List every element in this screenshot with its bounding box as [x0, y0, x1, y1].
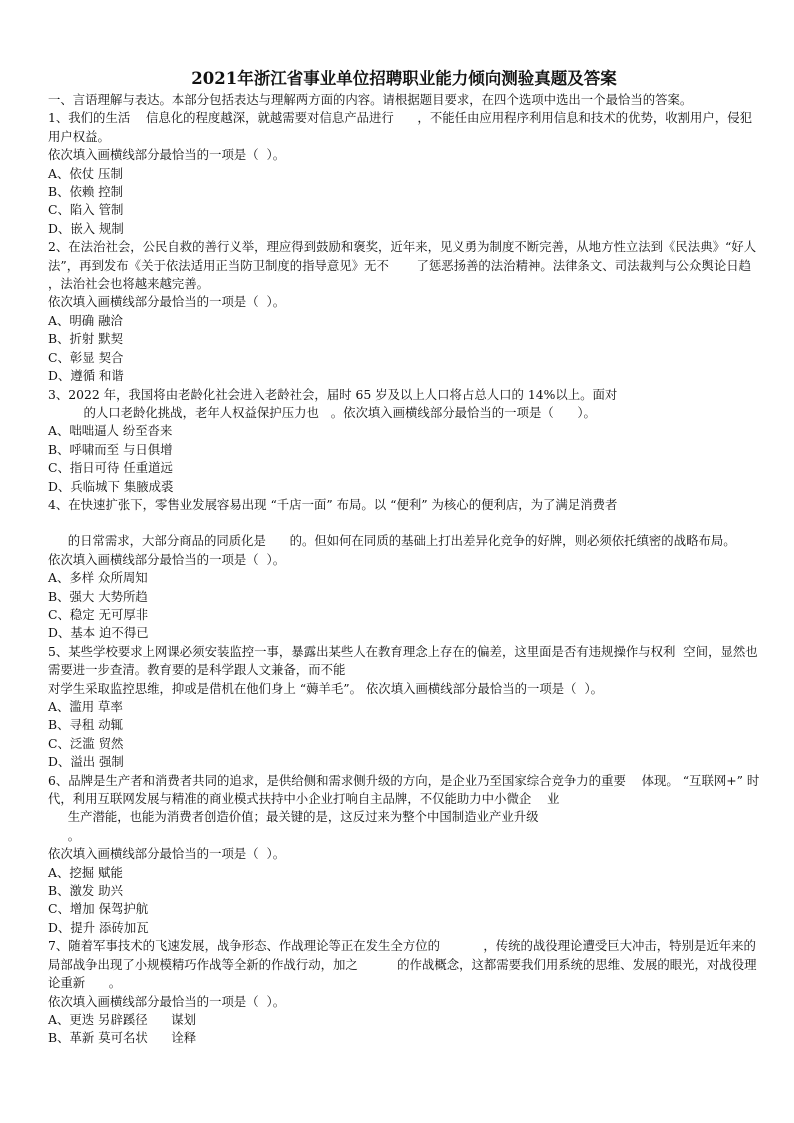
option-a: A、明确 融洽 — [48, 312, 123, 328]
question-3 — [48, 386, 760, 496]
option-c: C、指日可待 任重道远 — [48, 460, 173, 476]
option-b: B、折射 默契 — [48, 331, 123, 347]
document-title: 2021年浙江省事业单位招聘职业能力倾向测验真题及答案 — [191, 69, 617, 88]
option-d: D、提升 添砖加瓦 — [48, 919, 149, 935]
option-c: C、泛滥 贸然 — [48, 735, 124, 751]
question-stem-end: 。 — [48, 827, 81, 843]
blank-line — [48, 514, 760, 532]
option-b: B、激发 助兴 — [48, 883, 123, 899]
question-stem-continued: 的人口老龄化挑战，老年人权益保护压力也 。依次填入画横线部分最恰当的一项是（ ）。 — [48, 404, 596, 420]
question-prompt: 依次填入画横线部分最恰当的一项是（ ）。 — [48, 551, 286, 567]
question-4 — [48, 496, 760, 643]
question-stem-continued: 对学生采取监控思维，抑或是借机在他们身上 “薅羊毛”。 依次填入画横线部分最恰当的一项是（ ）。 — [48, 680, 604, 696]
option-a: A、多样 众所周知 — [48, 570, 148, 586]
option-d: D、溢出 强制 — [48, 754, 124, 770]
question-2 — [48, 238, 763, 385]
question-stem: 6、品牌是生产者和消费者共同的追求，是供给侧和需求侧升级的方向，是企业乃至国家综合竞争力的重要 体现。 “互联网+” 时代，利用互联网发展与精准的商业模式扶持中小企业打响自主品牌，不仅能助力中小微企 业 — [48, 772, 760, 807]
option-d: D、遵循 和谐 — [48, 368, 124, 384]
option-b: B、呼啸而至 与日俱增 — [48, 441, 173, 457]
option-b: B、依赖 控制 — [48, 184, 123, 200]
question-stem: 4、在快速扩张下，零售业发展容易出现 “千店一面” 布局。以 “便利” 为核心的便利店，为了满足消费者 — [48, 496, 618, 512]
option-b: B、寻租 动辄 — [48, 717, 123, 733]
question-7 — [48, 937, 760, 1047]
question-prompt: 依次填入画横线部分最恰当的一项是（ ）。 — [48, 993, 286, 1009]
question-prompt: 依次填入画横线部分最恰当的一项是（ ）。 — [48, 846, 286, 862]
option-c: C、稳定 无可厚非 — [48, 606, 149, 622]
question-stem: 1、我们的生活 信息化的程度越深，就越需要对信息产品进行 ，不能任由应用程序利用信息和技术的优势，收割用户，侵犯用户权益。 — [48, 110, 752, 144]
option-b: B、强大 大势所趋 — [48, 588, 148, 604]
question-5 — [48, 643, 760, 772]
question-stem: 7、随着军事技术的飞速发展，战争形态、作战理论等正在发生全方位的 ，传统的战役理论遭受巨大冲击，特别是近年来的局部战争出现了小规模精巧作战等全新的作战行动，加之 的作战概念，这都需要我们用系统的思维、发展的眼光，对战役理论重新 。 — [48, 938, 757, 991]
question-stem: 3、2022 年，我国将由老龄化社会进入老龄社会，届时 65 岁及以上人口将占总人口的 14%以上。面对 — [48, 386, 618, 402]
option-a: A、滥用 草率 — [48, 699, 123, 714]
option-a: A、依仗 压制 — [48, 165, 123, 181]
option-d: D、兵临城下 集腋成裘 — [48, 478, 174, 494]
question-prompt: 依次填入画横线部分最恰当的一项是（ ）。 — [48, 294, 286, 310]
option-c: C、陷入 管制 — [48, 202, 124, 218]
option-a: A、挖掘 赋能 — [48, 864, 123, 880]
option-a: A、咄咄逼人 纷至沓来 — [48, 423, 173, 439]
question-prompt: 依次填入画横线部分最恰当的一项是（ ）。 — [48, 147, 286, 163]
question-stem: 5、某些学校要求上网课必须安装监控一事，暴露出某些人在教育理念上存在的偏差，这里面是否有违规操作与权利 空间，显然也需要进一步查清。教育要的是科学跟人文兼备，而不能 — [48, 643, 758, 678]
question-stem: 2、在法治社会，公民自救的善行义举，理应得到鼓励和褒奖，近年来，见义勇为制度不断完善，从地方性立法到《民法典》“好人法”，再到发布《关于依法适用正当防卫制度的指导意见》无不 了惩恶扬善的法治精神。法律条文、司法裁判与公众舆论日趋 ，法治社会也将越来越完善。 — [48, 239, 763, 292]
document-page — [48, 68, 763, 1048]
option-d: D、嵌入 规制 — [48, 220, 124, 236]
option-b: B、革新 莫可名状 诠释 — [48, 1030, 197, 1046]
section-intro: 一、言语理解与表达。本部分包括表达与理解两方面的内容。请根据题目要求，在四个选项中选出一个最恰当的答案。 — [48, 92, 693, 107]
question-6 — [48, 772, 760, 938]
question-1 — [48, 109, 760, 238]
question-stem-continued: 的日常需求，大部分商品的同质化是 的。但如何在同质的基础上打出差异化竞争的好牌，则必须依托缜密的战略布局。 — [48, 533, 736, 549]
option-d: D、基本 迫不得已 — [48, 625, 149, 641]
option-a: A、更迭 另辟蹊径 谋划 — [48, 1011, 197, 1027]
question-stem-continued: 生产潜能，也能为消费者创造价值；最关键的是，这反过来为整个中国制造业产业升级 — [48, 809, 539, 825]
option-c: C、彰显 契合 — [48, 349, 124, 365]
option-c: C、增加 保驾护航 — [48, 901, 149, 917]
